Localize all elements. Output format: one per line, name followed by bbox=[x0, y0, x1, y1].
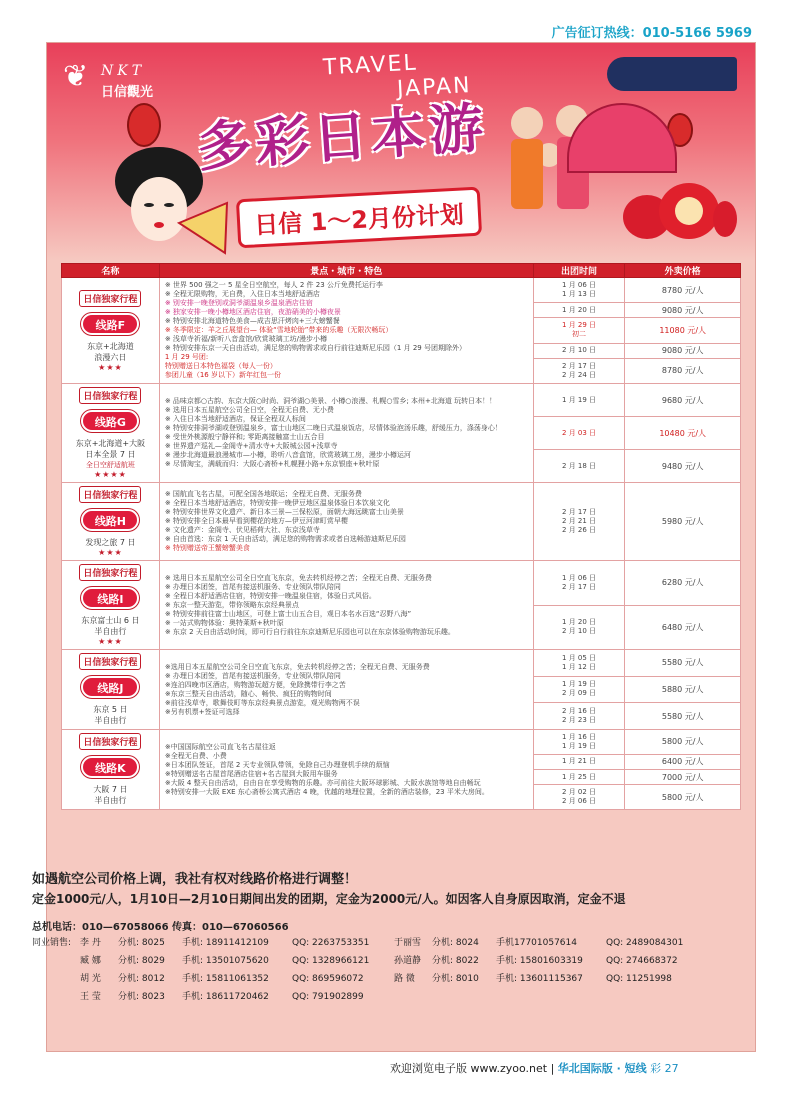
route-days: 浪漫六日 bbox=[94, 352, 127, 362]
departure-date: 2 月 17 日 bbox=[562, 508, 597, 516]
feature-line: ※ 选用日本五星航空公司全日空，全程无自费、无小费 bbox=[164, 406, 334, 414]
departure-date: 1 月 19 日 bbox=[562, 395, 597, 404]
route-name-cell bbox=[62, 561, 160, 650]
feature-line: 1 月 29 号团: bbox=[164, 353, 209, 361]
price-cell: 7000 元/人 bbox=[625, 769, 741, 784]
feature-line: ※ 全程日本当地舒适酒店，特别安排一晚伊豆地区温泉体验日本饮泉文化 bbox=[164, 499, 390, 507]
contact-name: 于丽雪 bbox=[394, 938, 422, 948]
exclusive-tag: 日信独家行程 bbox=[79, 486, 141, 503]
contact-name: 孙道静 bbox=[394, 956, 422, 966]
feature-line: ※ 入住日本当地舒适酒店，保证全程双人标间 bbox=[164, 415, 306, 423]
contact-qq: QQ: 1328966121 bbox=[292, 956, 370, 966]
feature-line: ※ 世界 500 强之一 5 星全日空航空，每人 2 件 23 公斤免费托运行李 bbox=[164, 281, 383, 289]
price-adjust-notice: 如遇航空公司价格上调，我社有权对线路价格进行调整！ bbox=[32, 872, 358, 887]
departure-date: 2 月 03 日 bbox=[562, 428, 597, 437]
feature-line: ※前往浅草寺，歌舞伎町等东京经典景点游览，观光购物两不误 bbox=[164, 698, 360, 707]
route-days: 半自由行 bbox=[94, 716, 127, 725]
departure-date: 2 月 02 日 bbox=[562, 788, 597, 797]
contact-name: 路 微 bbox=[394, 974, 415, 984]
route-features-cell bbox=[159, 730, 533, 810]
feature-line: ※ 特别安排洞爷湖或登别温泉乡，富士山地区二晚日式温泉饭店，尽情体验泡汤乐趣，舒缓压力，涤荡身心！ bbox=[164, 424, 502, 432]
footer-browse-link[interactable]: 欢迎浏览电子版 www.zyoo.net bbox=[390, 1062, 548, 1075]
route-note: 全日空舒适航班 bbox=[85, 461, 135, 469]
table-row bbox=[62, 278, 741, 303]
departure-date: 1 月 16 日 bbox=[562, 732, 597, 741]
price-cell: 5580 元/人 bbox=[625, 703, 741, 730]
exclusive-tag: 日信独家行程 bbox=[79, 290, 141, 307]
departure-date: 1 月 12 日 bbox=[562, 662, 597, 671]
feature-line: ※连泊四晚市区酒店，购物游玩超方便，免除携带行李之苦 bbox=[164, 680, 346, 689]
price-cell: 8780 元/人 bbox=[625, 358, 741, 383]
departure-date: 2 月 09 日 bbox=[562, 689, 597, 698]
route-name-cell bbox=[62, 384, 160, 483]
price-cell: 9680 元/人 bbox=[625, 384, 741, 417]
japan-text: JAPAN bbox=[396, 73, 473, 102]
route-name-cell bbox=[62, 730, 160, 810]
feature-line: ※ 一站式购物体验：奥特莱斯+秋叶原 bbox=[164, 618, 284, 627]
departure-date: 1 月 21 日 bbox=[562, 757, 597, 766]
departure-date: 1 月 25 日 bbox=[562, 772, 597, 781]
feature-line: ※ 漫步北海道最浪漫城市—小樽，聆听八音盒馆，欣赏玻璃工房，漫步小樽运河 bbox=[164, 451, 411, 459]
contact-row bbox=[32, 952, 702, 970]
page-title: 多彩日本游 bbox=[195, 94, 490, 180]
travel-text: TRAVEL bbox=[322, 50, 419, 81]
star-rating: ★★★ bbox=[98, 637, 123, 646]
departure-date: 2 月 16 日 bbox=[562, 707, 597, 716]
route-badge: 线路J bbox=[81, 676, 139, 698]
price-cell: 9080 元/人 bbox=[625, 343, 741, 358]
price-cell: 10480 元/人 bbox=[625, 417, 741, 450]
lantern-icon bbox=[127, 103, 161, 147]
feature-line: ※ 东京一整天游览，带你领略东京经典景点 bbox=[164, 600, 299, 609]
sales-label: 同业销售: bbox=[32, 938, 72, 948]
carp-streamer-icon bbox=[607, 57, 737, 91]
departure-dates-cell bbox=[533, 343, 625, 358]
contact-mobile: 手机: 15801603319 bbox=[496, 956, 583, 966]
feature-line: ※中国国际航空公司直飞名古屋往返 bbox=[164, 742, 276, 751]
contact-name: 胡 光 bbox=[80, 974, 101, 984]
feature-line: ※ 别安排一晚登别或洞爷湖温泉乡温泉酒店住宿 bbox=[164, 299, 313, 307]
feature-line: ※ 品味京都○古韵、东京大阪○时尚、洞爷湖○美景、小樽○浪漫、札幌○雪乡; 本州+北海道 玩转日本！！ bbox=[164, 397, 497, 405]
feature-line: ※ 冬季限定：羊之丘展望台— 体验“雪地轮胎”带来的乐趣（无限次畅玩） bbox=[164, 326, 393, 334]
departure-date: 1 月 06 日 bbox=[562, 573, 597, 582]
route-name-cell bbox=[62, 650, 160, 730]
route-name-cell bbox=[62, 278, 160, 384]
feature-line: ※ 特别安排前往富士山地区，可登上富士山五合目，观日本名水百选“忍野八海” bbox=[164, 609, 412, 618]
footer-edition: 华北国际版 · 短线 bbox=[557, 1062, 647, 1075]
route-title: 东京富士山 6 日 bbox=[81, 616, 140, 625]
departure-date: 1 月 13 日 bbox=[562, 290, 597, 299]
feature-line: ※东京三整天自由活动，随心、畅快、疯狂的购物时间 bbox=[164, 689, 332, 698]
price-cell: 5880 元/人 bbox=[625, 676, 741, 703]
price-cell: 9080 元/人 bbox=[625, 303, 741, 318]
contact-mobile: 手机: 13501075620 bbox=[182, 956, 269, 966]
route-title: 东京+北海道+大阪 bbox=[75, 439, 146, 448]
departure-date: 2 月 17 日 bbox=[562, 361, 597, 370]
feature-line: ※ 尽情淘宝，满载而归：大阪心斋桥+札幌狸小路+东京银座+秋叶原 bbox=[164, 460, 380, 468]
feature-line: ※ 办理日本团签，首尾有接送机服务，专业领队带队陪同 bbox=[164, 671, 341, 680]
route-features-cell bbox=[159, 483, 533, 561]
departure-dates-cell bbox=[533, 303, 625, 318]
departure-dates-cell bbox=[533, 676, 625, 703]
contact-ext: 分机: 8029 bbox=[118, 956, 165, 966]
feature-line: ※ 特别安排东京一天自由活动，满足您的购物需求或自行前往迪斯尼乐园（1 月 29 号团期除外） bbox=[164, 344, 466, 352]
departure-date: 2 月 06 日 bbox=[562, 797, 597, 806]
geisha-illustration-icon bbox=[109, 143, 229, 261]
contact-qq: QQ: 274668372 bbox=[606, 956, 678, 966]
departure-dates-cell bbox=[533, 785, 625, 810]
departure-date: 1 月 19 日 bbox=[562, 741, 597, 750]
departure-dates-cell bbox=[533, 450, 625, 483]
departure-dates-cell bbox=[533, 318, 625, 343]
feature-line: ※ 特别安排北海道特色美食—成吉思汗烤肉+三大螃蟹餐 bbox=[164, 317, 340, 325]
page-subtitle: 日信 1～2月份计划 bbox=[236, 187, 482, 249]
departure-date: 1 月 29 日 bbox=[562, 321, 597, 330]
feature-line: ※特别赠送名古屋首尾酒店住宿+名古屋到大阪用车服务 bbox=[164, 769, 338, 778]
contact-row bbox=[32, 970, 702, 988]
route-title: 大阪 7 日 bbox=[93, 785, 128, 794]
table-row bbox=[62, 650, 741, 677]
feature-line: ※ 选用日本五星航空公司全日空直飞东京，免去转机经停之苦；全程无自费、无服务费 bbox=[164, 573, 432, 582]
route-features-cell bbox=[159, 650, 533, 730]
sales-contacts bbox=[32, 934, 702, 1006]
departure-date: 2 月 24 日 bbox=[562, 370, 597, 379]
company-logo bbox=[61, 53, 171, 109]
departure-dates-cell bbox=[533, 358, 625, 383]
contact-mobile: 手机: 18611720462 bbox=[182, 992, 269, 1002]
logo-cn: 日信觀光 bbox=[101, 85, 154, 100]
contact-ext: 分机: 8012 bbox=[118, 974, 165, 984]
departure-dates-cell bbox=[533, 278, 625, 303]
route-features-cell bbox=[159, 384, 533, 483]
departure-dates-cell bbox=[533, 730, 625, 755]
price-cell: 9480 元/人 bbox=[625, 450, 741, 483]
price-cell: 5800 元/人 bbox=[625, 785, 741, 810]
route-days: 日本全景 7 日 bbox=[85, 450, 136, 459]
departure-date: 1 月 20 日 bbox=[562, 305, 597, 314]
feature-line: ※ 办理日本团签，首尾有接送机服务、专业领队带队陪同 bbox=[164, 582, 341, 591]
departure-dates-cell bbox=[533, 561, 625, 606]
page-footer: 欢迎浏览电子版 www.zyoo.net | 华北国际版 · 短线 彩 27 bbox=[390, 1062, 679, 1075]
departure-dates-cell bbox=[533, 605, 625, 650]
price-cell: 6400 元/人 bbox=[625, 754, 741, 769]
feature-line: ※ 国航直飞名古屋，可配全国各地联运；全程无自费、无服务费 bbox=[164, 490, 362, 498]
contact-ext: 分机: 8010 bbox=[432, 974, 479, 984]
contact-row bbox=[32, 988, 702, 1006]
departure-dates-cell bbox=[533, 417, 625, 450]
table-row bbox=[62, 483, 741, 561]
feature-line: ※另有机票+签证可选择 bbox=[164, 707, 240, 716]
feature-line: ※ 全程日本舒适酒店住宿，特别安排一晚温泉住宿，体验日式风俗。 bbox=[164, 591, 376, 600]
price-cell: 5800 元/人 bbox=[625, 730, 741, 755]
price-cell: 6480 元/人 bbox=[625, 605, 741, 650]
contact-qq: QQ: 869596072 bbox=[292, 974, 364, 984]
departure-date: 2 月 10 日 bbox=[562, 627, 597, 636]
ad-hotline: 广告征订热线：010-5166 5969 bbox=[551, 26, 752, 41]
route-badge: 线路K bbox=[81, 756, 139, 778]
table-header-row bbox=[62, 264, 741, 278]
logo-en: NKT bbox=[101, 63, 146, 79]
departure-dates-cell bbox=[533, 650, 625, 677]
feature-line: ※ 特别赠送帝王蟹螃蟹美食 bbox=[164, 544, 250, 552]
feature-line: ※选用日本五星航空公司全日空直飞东京，免去转机经停之苦；全程无自费、无服务费 bbox=[164, 662, 430, 671]
feature-line: ※ 独家安排一晚小樽地区酒店住宿，夜游硝美的小樽夜景 bbox=[164, 308, 341, 316]
feature-line: ※ 世界遗产巡礼—金阁寺+清水寺+大阪城公园+浅草寺 bbox=[164, 442, 338, 450]
departure-date: 1 月 06 日 bbox=[562, 281, 597, 290]
route-title: 东京 5 日 bbox=[93, 705, 128, 714]
contact-ext: 分机: 8025 bbox=[118, 938, 165, 948]
departure-date: 2 月 10 日 bbox=[562, 346, 597, 355]
table-row bbox=[62, 730, 741, 755]
contact-qq: QQ: 11251998 bbox=[606, 974, 672, 984]
contact-name: 李 丹 bbox=[80, 938, 101, 948]
feature-line: ※ 受世外桃源般宁静祥和; 零距离接触富士山五合目 bbox=[164, 433, 325, 441]
contact-name: 臧 娜 bbox=[80, 956, 101, 966]
lucky-bag-icon bbox=[617, 173, 737, 243]
departure-date: 2 月 26 日 bbox=[562, 526, 597, 534]
feature-line: ※特别安排一大阪 EXE 东心斋桥公寓式酒店 4 晚，优越的地理位置，全新的酒店装修，23 平米大房间。 bbox=[164, 787, 489, 796]
price-cell: 6280 元/人 bbox=[625, 561, 741, 606]
departure-date: 1 月 19 日 bbox=[562, 680, 597, 689]
contact-row bbox=[32, 934, 702, 952]
contact-name: 王 莹 bbox=[80, 992, 101, 1002]
contact-ext: 分机: 8023 bbox=[118, 992, 165, 1002]
feature-line: ※ 特别安排全日本最早看到樱花的地方—伊豆河津町赏早樱 bbox=[164, 517, 348, 525]
feature-line: ※ 东京 2 天自由活动时间，即可行自行前往东京迪斯尼乐园也可以在东京体验购物游玩乐趣。 bbox=[164, 627, 455, 636]
departure-date: 2 月 18 日 bbox=[562, 461, 597, 470]
route-features-cell bbox=[159, 561, 533, 650]
col-header-dates: 出团时间 bbox=[533, 264, 625, 278]
itinerary-body bbox=[62, 278, 741, 810]
feature-line: 参团儿童（16 岁以下）新年红包一份 bbox=[164, 371, 281, 379]
departure-date: 1 月 05 日 bbox=[562, 653, 597, 662]
route-days: 半自由行 bbox=[94, 796, 127, 805]
departure-dates-cell bbox=[533, 769, 625, 784]
feature-line: ※ 特别安排世界文化遗产、新日本三景—三保松原，面朝大海远眺富士山美景 bbox=[164, 508, 404, 516]
route-days: 半自由行 bbox=[94, 627, 127, 636]
departure-dates-cell bbox=[533, 703, 625, 730]
feature-line: ※大阪 4 整天自由活动，自由自在享受购物的乐趣。亦可前往大阪环球影城、大阪水族馆等地自由畅玩 bbox=[164, 778, 481, 787]
feature-line: ※ 文化遗产：金阁寺、伏见稻荷大社、东京浅草寺 bbox=[164, 526, 320, 534]
feature-line: ※全程无自费、小费 bbox=[164, 751, 227, 760]
route-name-cell bbox=[62, 483, 160, 561]
contact-mobile: 手机: 15811061352 bbox=[182, 974, 269, 984]
price-cell: 11080 元/人 bbox=[625, 318, 741, 343]
col-header-name: 名称 bbox=[62, 264, 160, 278]
star-rating: ★★★ bbox=[98, 548, 123, 557]
feature-line: ※ 浅草寺祈福/新听八音盒馆/欣赏玻璃工坊/漫步小樽 bbox=[164, 335, 328, 343]
route-badge: 线路G bbox=[81, 410, 139, 432]
table-row bbox=[62, 384, 741, 417]
contact-mobile: 手机: 13601115367 bbox=[496, 974, 583, 984]
contact-mobile: 手机17701057614 bbox=[496, 938, 577, 948]
route-features-cell bbox=[159, 278, 533, 384]
contact-ext: 分机: 8022 bbox=[432, 956, 479, 966]
route-badge: 线路F bbox=[81, 313, 139, 335]
exclusive-tag: 日信独家行程 bbox=[79, 387, 141, 404]
exclusive-tag: 日信独家行程 bbox=[79, 653, 141, 670]
switchboard-contact: 总机电话：010—67058066 传真：010—67060566 bbox=[32, 922, 289, 933]
exclusive-tag: 日信独家行程 bbox=[79, 564, 141, 581]
route-title: 发现之旅 7 日 bbox=[85, 538, 136, 547]
itinerary-table bbox=[61, 263, 741, 810]
banner bbox=[47, 43, 755, 261]
exclusive-tag: 日信独家行程 bbox=[79, 733, 141, 750]
departure-dates-cell bbox=[533, 754, 625, 769]
star-rating: ★★★ bbox=[98, 362, 123, 372]
route-badge: 线路I bbox=[81, 587, 139, 609]
route-title: 东京+北海道 bbox=[87, 341, 134, 351]
departure-date: 初二 bbox=[572, 330, 587, 339]
feature-line: ※日本团队签证，首尾 2 天专业领队带领，免除自己办理登机手续的烦恼 bbox=[164, 760, 390, 769]
route-badge: 线路H bbox=[81, 509, 139, 531]
price-cell: 5580 元/人 bbox=[625, 650, 741, 677]
departure-dates-cell bbox=[533, 384, 625, 417]
contact-qq: QQ: 791902899 bbox=[292, 992, 364, 1002]
contact-ext: 分机: 8024 bbox=[432, 938, 479, 948]
contact-qq: QQ: 2489084301 bbox=[606, 938, 684, 948]
feature-line: 特别赠送日本特色福袋（每人一份） bbox=[164, 362, 277, 370]
departure-date: 2 月 17 日 bbox=[562, 582, 597, 591]
col-header-price: 外卖价格 bbox=[625, 264, 741, 278]
page-number: 彩 27 bbox=[650, 1062, 679, 1075]
deposit-notice: 定金1000元/人，1月10日—2月10日期间出发的团期，定金为2000元/人。如因客人自身原因取消，定金不退 bbox=[32, 892, 626, 906]
departure-date: 1 月 20 日 bbox=[562, 618, 597, 627]
star-rating: ★★★★ bbox=[94, 470, 127, 479]
table-row bbox=[62, 561, 741, 606]
departure-dates-cell bbox=[533, 483, 625, 561]
price-cell: 5980 元/人 bbox=[625, 483, 741, 561]
contact-qq: QQ: 2263753351 bbox=[292, 938, 370, 948]
col-header-features: 景点・城市・特色 bbox=[159, 264, 533, 278]
feature-line: ※ 全程无限购物，无自费，入住日本当地舒适酒店 bbox=[164, 290, 320, 298]
feature-line: ※ 自由首选：东京 1 天自由活动，满足您的购物需求或者自选畅游迪斯尼乐园 bbox=[164, 535, 406, 543]
crane-logo-icon: ❦ bbox=[63, 59, 89, 94]
price-cell: 8780 元/人 bbox=[625, 278, 741, 303]
departure-date: 2 月 23 日 bbox=[562, 716, 597, 725]
contact-mobile: 手机: 18911412109 bbox=[182, 938, 269, 948]
departure-date: 2 月 21 日 bbox=[562, 517, 597, 525]
